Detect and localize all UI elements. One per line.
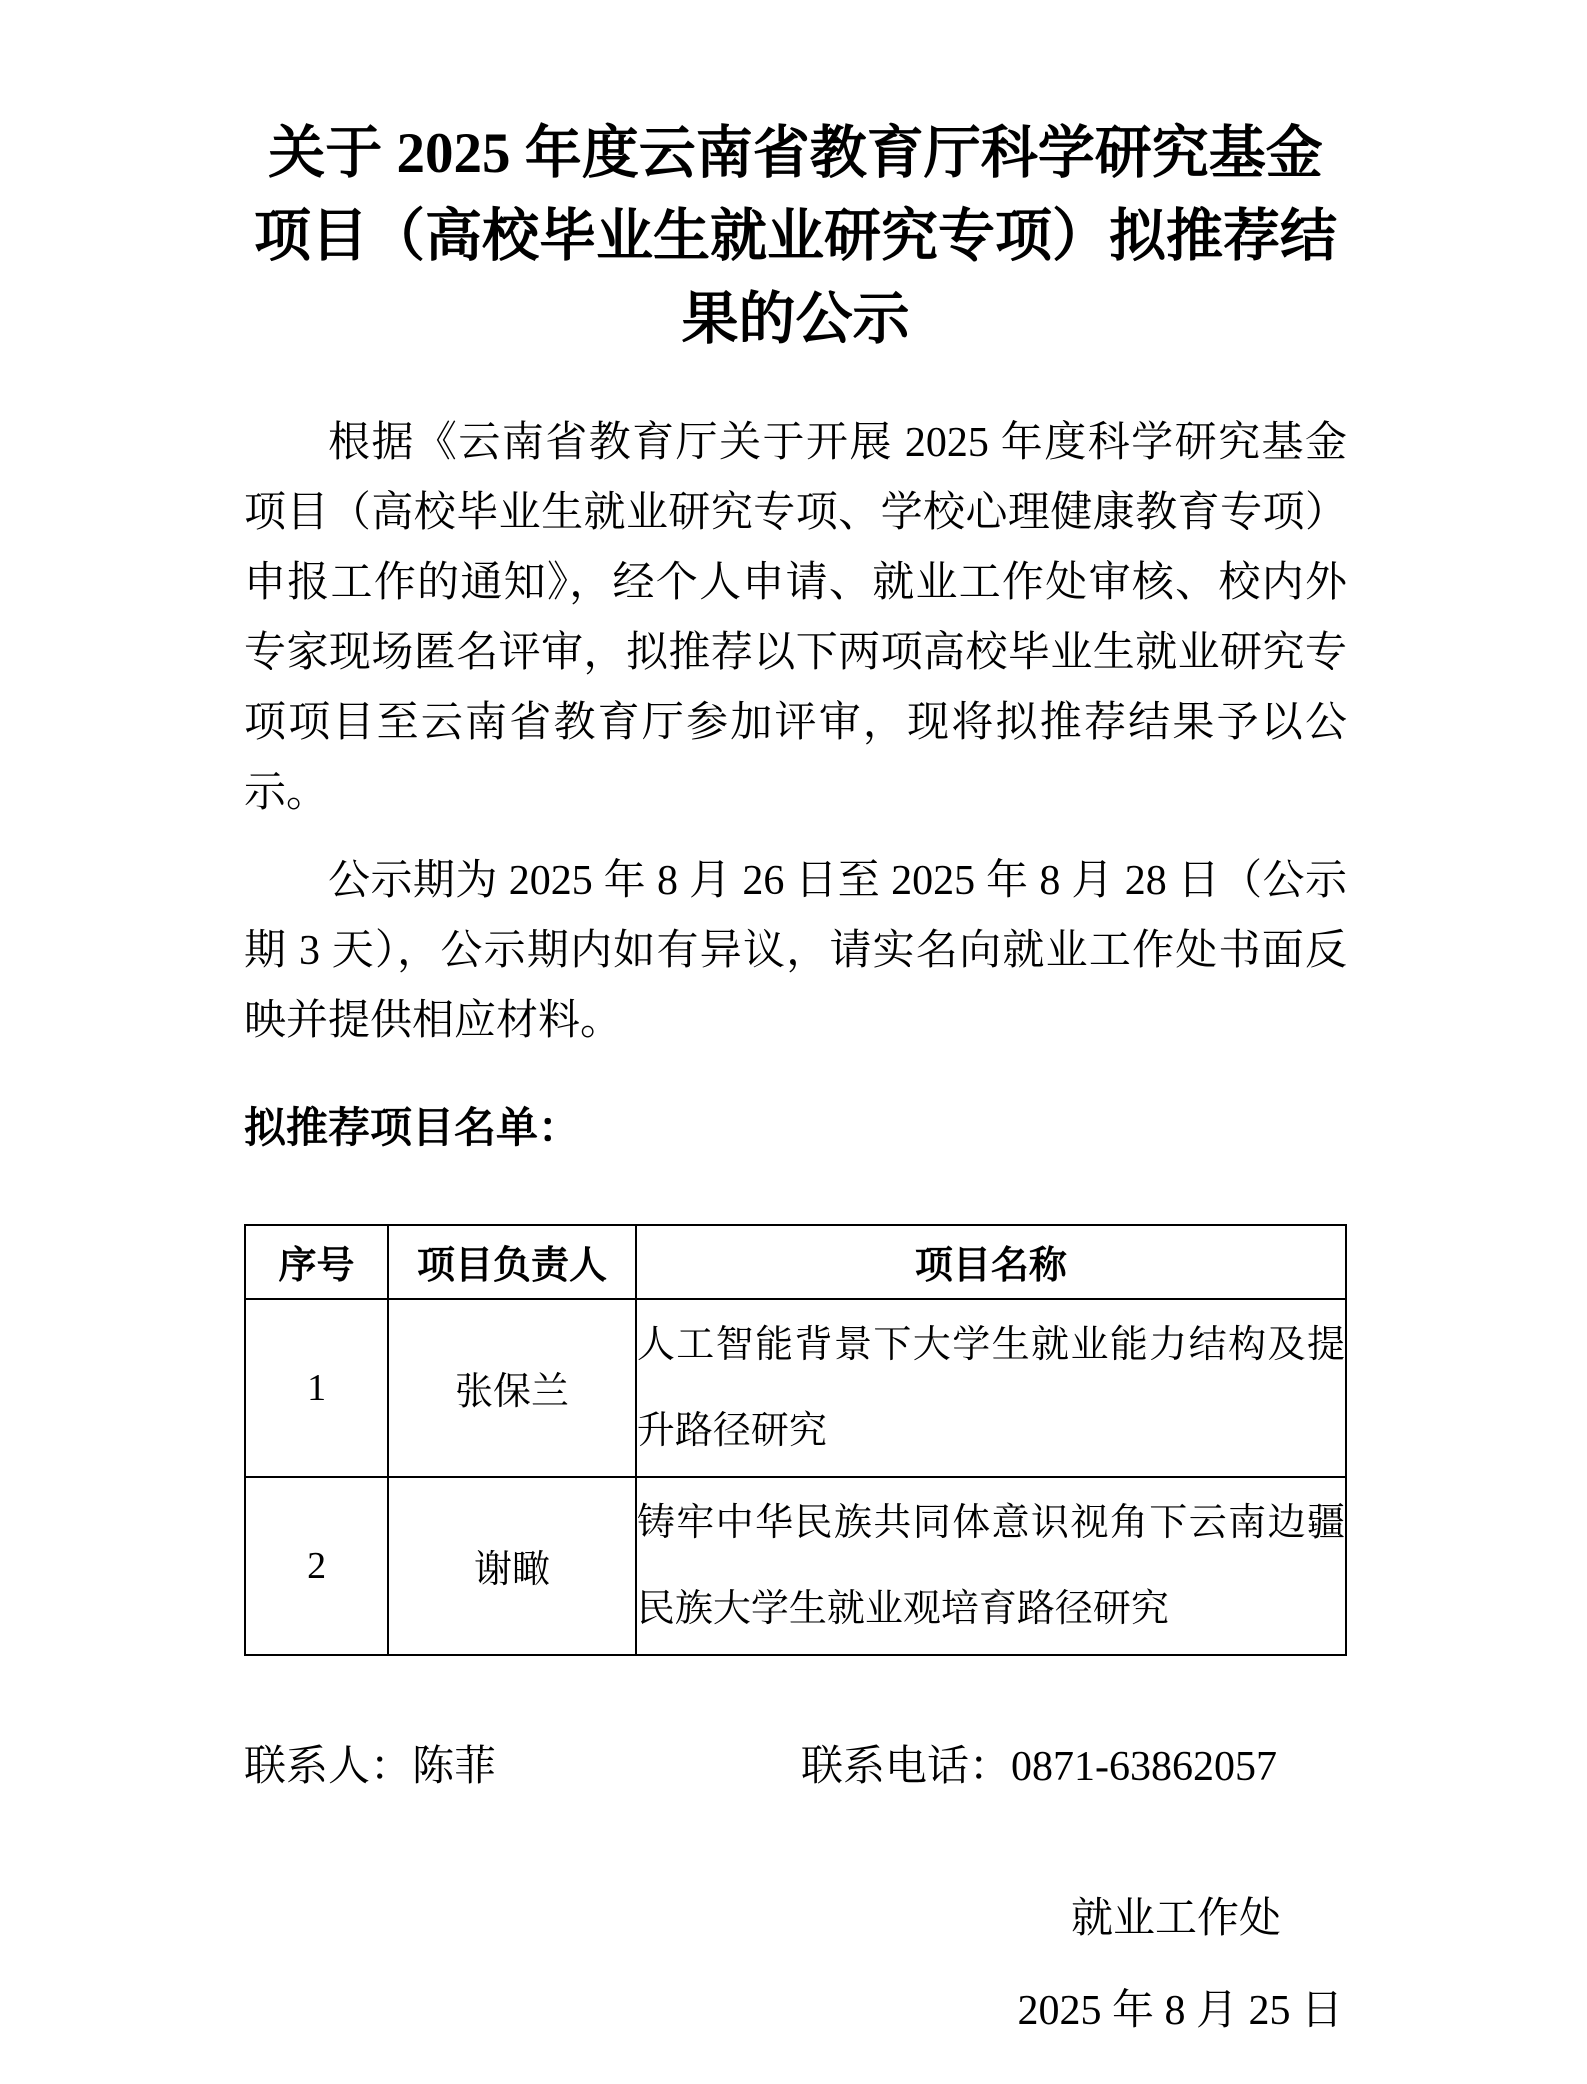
table-header-row bbox=[245, 1225, 1346, 1299]
contact-person: 联系人：陈菲 bbox=[244, 1743, 497, 1790]
contact-phone: 联系电话：0871-63862057 bbox=[801, 1743, 1277, 1790]
table-row bbox=[245, 1299, 1346, 1477]
body-paragraph-1: 根据《云南省教育厅关于开展 2025 年度科学研究基金项目（高校毕业生就业研究专项、学校心理健康教育专项）申报工作的通知》，经个人申请、就业工作处审核、校内外专家现场匿名评审，拟推荐以下两项高校毕业生就业研究专项项目至云南省教育厅参加评审，现将拟推荐结果予以公示。 bbox=[244, 419, 1347, 816]
title-line-1: 关于 2025 年度云南省教育厅科学研究基金 bbox=[268, 122, 1323, 185]
title-line-3: 果的公示 bbox=[681, 288, 910, 352]
header-project-name: 项目名称 bbox=[636, 1225, 1346, 1299]
row1-project-name: 人工智能背景下大学生就业能力结构及提升路径研究 bbox=[636, 1299, 1346, 1477]
row2-project-name: 铸牢中华民族共同体意识视角下云南边疆民族大学生就业观培育路径研究 bbox=[636, 1477, 1346, 1655]
project-list-heading: 拟推荐项目名单： bbox=[244, 1105, 581, 1152]
signature-block bbox=[244, 1884, 1347, 2046]
title-line-2: 项目（高校毕业生就业研究专项）拟推荐结 bbox=[254, 205, 1337, 269]
row1-serial-number: 1 bbox=[245, 1299, 388, 1477]
header-serial-number: 序号 bbox=[245, 1225, 388, 1299]
signature-department: 就业工作处 bbox=[1070, 1895, 1281, 1942]
table-row bbox=[245, 1477, 1346, 1655]
recommended-projects-table bbox=[244, 1224, 1347, 1656]
header-project-leader: 项目负责人 bbox=[388, 1225, 636, 1299]
signature-date: 2025 年 8 月 25 日 bbox=[1017, 1987, 1343, 2034]
row1-project-leader: 张保兰 bbox=[388, 1299, 636, 1477]
row2-serial-number: 2 bbox=[245, 1477, 388, 1655]
contact-row bbox=[244, 1732, 1347, 1802]
page-title bbox=[244, 112, 1347, 362]
body-paragraph-2: 公示期为 2025 年 8 月 26 日至 2025 年 8 月 28 日（公示期 3 天），公示期内如有异议，请实名向就业工作处书面反映并提供相应材料。 bbox=[244, 857, 1347, 1044]
row2-project-leader: 谢瞰 bbox=[388, 1477, 636, 1655]
